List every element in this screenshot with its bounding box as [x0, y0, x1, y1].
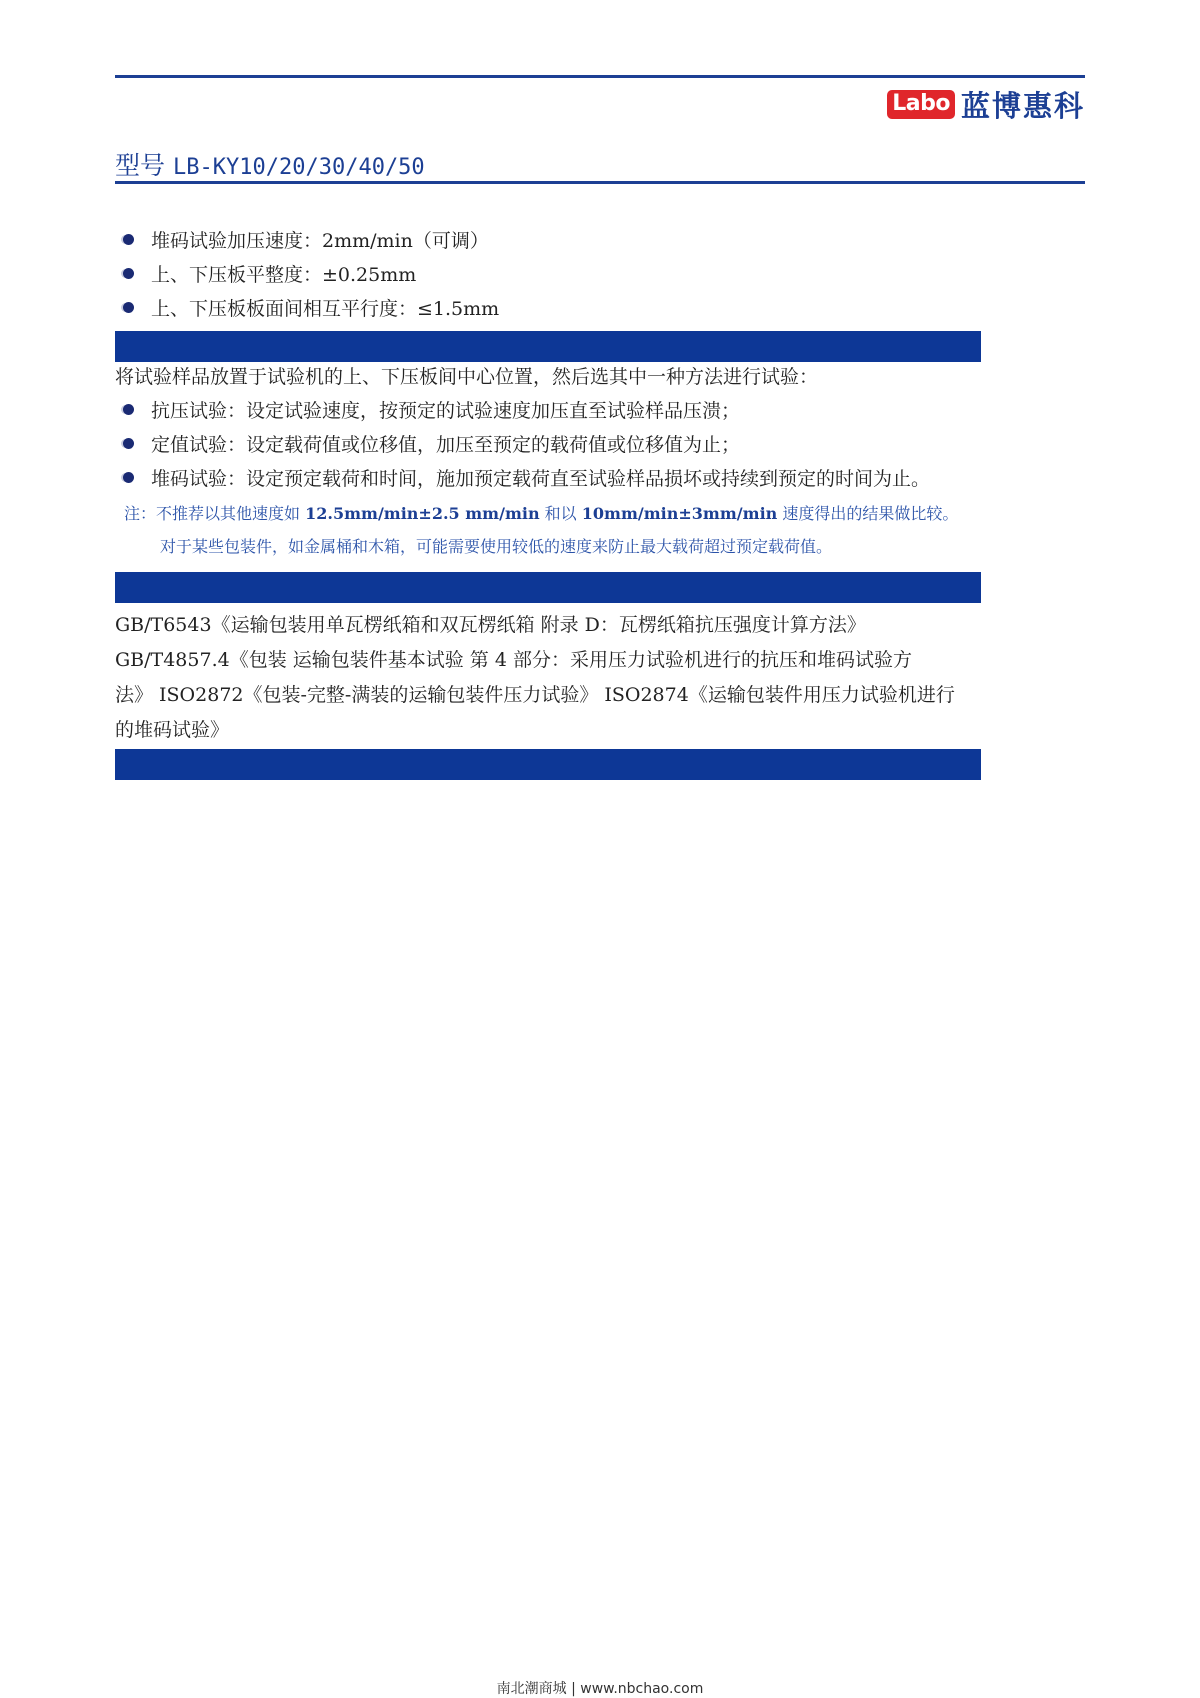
- page-footer: 南北潮商城 | www.nbchao.com: [496, 1681, 704, 1697]
- note-suffix: 速度得出的结果做比较。: [782, 504, 959, 523]
- method-item: [115, 430, 740, 457]
- model-title: [115, 146, 425, 182]
- method-item: [115, 464, 930, 491]
- method-text: 堆码试验：设定预定载荷和时间，施加预定载荷直至试验样品损坏或持续到预定的时间为止。: [151, 468, 931, 490]
- section-band: [115, 572, 981, 603]
- header-bottom-rule: [115, 181, 1085, 184]
- note-mid: 和以: [544, 504, 577, 523]
- method-text: 抗压试验：设定试验速度，按预定的试验速度加压直至试验样品压溃；: [151, 400, 741, 422]
- spec-text: 堆码试验加压速度：2mm/min（可调）: [151, 230, 489, 252]
- note-speed-2: 10mm/min±3mm/min: [581, 504, 778, 523]
- standard-line: 法》 ISO2872《包装-完整-满装的运输包装件压力试验》 ISO2874《运输包装件用压力试验机进行: [115, 684, 955, 706]
- logo-latin: Labo: [887, 90, 955, 119]
- method-note-line-2: 对于某些包装件，如金属桶和木箱，可能需要使用较低的速度来防止最大载荷超过预定载荷值。: [160, 537, 833, 556]
- method-note: [124, 501, 958, 524]
- section-band: [115, 749, 981, 780]
- note-speed-1: 12.5mm/min±2.5 mm/min: [305, 504, 540, 523]
- spec-text: 上、下压板平整度：±0.25mm: [151, 264, 417, 286]
- header-top-rule: [115, 75, 1085, 78]
- bullet-icon: [123, 268, 134, 279]
- section-band: [115, 331, 981, 362]
- spec-text: 上、下压板板面间相互平行度：≤1.5mm: [151, 298, 500, 320]
- spec-item: [115, 226, 489, 253]
- model-label: 型号: [115, 151, 166, 180]
- brand-logo: [887, 84, 1085, 125]
- bullet-icon: [123, 438, 134, 449]
- standard-line: GB/T6543《运输包装用单瓦楞纸箱和双瓦楞纸箱 附录 D：瓦楞纸箱抗压强度计算方法》: [115, 614, 866, 636]
- bullet-icon: [123, 234, 134, 245]
- model-code: LB-KY10/20/30/40/50: [173, 155, 425, 180]
- method-item: [115, 396, 740, 423]
- method-text: 定值试验：设定载荷值或位移值，加压至预定的载荷值或位移值为止；: [151, 434, 741, 456]
- method-intro: 将试验样品放置于试验机的上、下压板间中心位置，然后选其中一种方法进行试验：: [115, 366, 819, 388]
- bullet-icon: [123, 472, 134, 483]
- spec-item: [115, 260, 416, 287]
- logo-chinese-name: 蓝博惠科: [960, 89, 1085, 123]
- bullet-icon: [123, 404, 134, 415]
- standard-line: GB/T4857.4《包装 运输包装件基本试验 第 4 部分：采用压力试验机进行的抗压和堆码试验方: [115, 649, 912, 671]
- note-prefix: 注：不推荐以其他速度如: [124, 504, 301, 523]
- spec-item: [115, 294, 499, 321]
- bullet-icon: [123, 302, 134, 313]
- standard-line: 的堆码试验》: [115, 719, 230, 741]
